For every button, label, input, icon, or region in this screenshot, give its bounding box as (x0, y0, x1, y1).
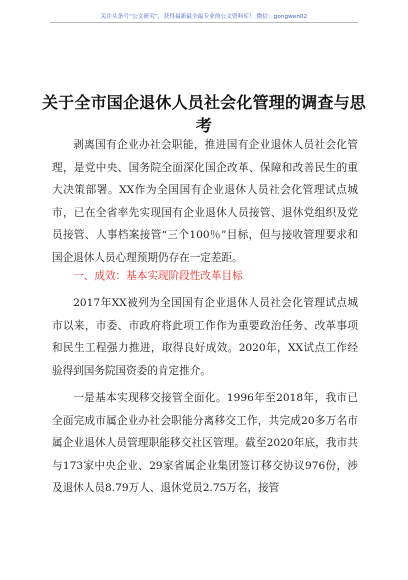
section-heading: 一、成效：基本实现阶段性改革目标 (73, 270, 243, 282)
paragraph-intro: 剥离国有企业办社会职能，推进国有企业退休人员社会化管理，是党中央、国务院全面深化国企改革、保障和改善民生的重大决策部署。XX作为全国国有企业退休人员社会化管理试点城市，已在全省率先实现国有企业退休人员接管、退休党组织及党员接管、人事档案接管“三个100％”目标，但与接收管理要求和国企退休人员心理预期仍存在一定差距。 (52, 139, 358, 264)
document-title: 关于全市国企退休人员社会化管理的调查与思考 (41, 93, 366, 135)
paragraph-pilot: 2017年XX被列为全国国有企业退休人员社会化管理试点城市以来，市委、市政府将此项工作作为重要政治任务、改革事项和民生工程强力推进，取得良好成效。2020年，XX试点工作经验得到国务院国资委的肯定推介。 (52, 297, 358, 377)
paragraph-transfer: 一是基本实现移交接管全面化。1996年至2018年，我市已全面完成市属企业办社会职能分离移交工作，共完成20多万名市属企业退休人员管理职能移交社区管理。截至2020年底，我市共与173家中央企业、29家省属企业集团签订移交协议976份，涉及退休人员8.79万人、退休党员2.75万名，接管 (52, 392, 358, 495)
header-notice: 关注头条号“公文研究”，获得最新最全最专业的公文资料库！ 微信：gongwen02 (100, 14, 308, 20)
header-divider (50, 22, 358, 23)
